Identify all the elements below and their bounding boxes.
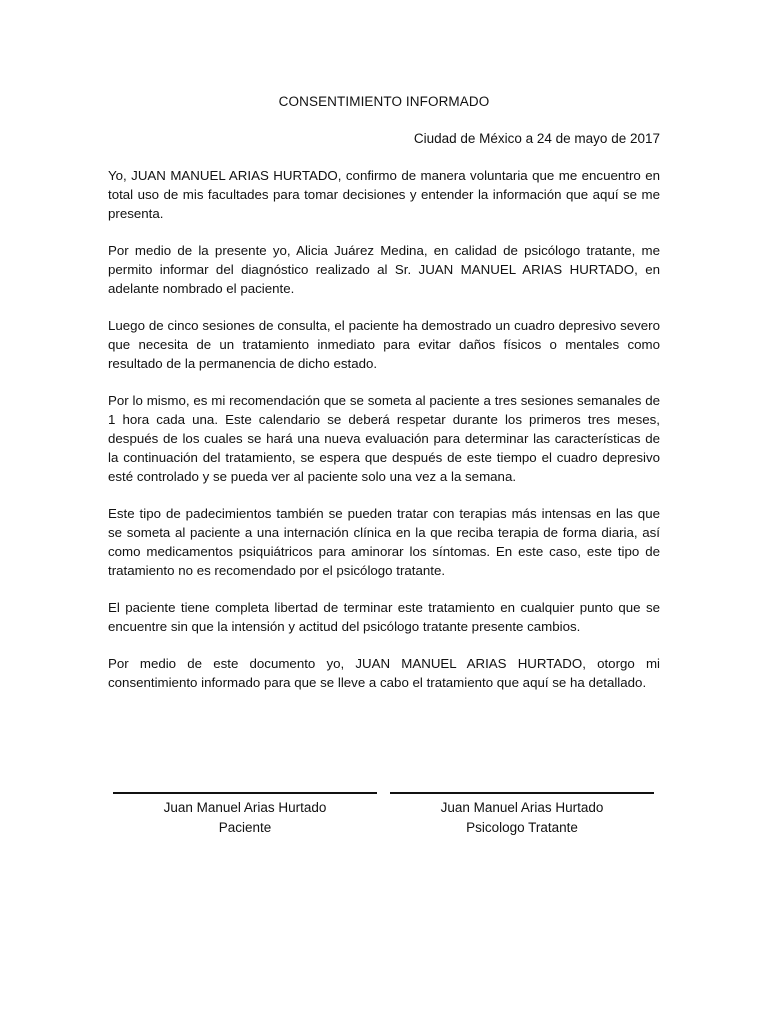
signature-line	[390, 792, 654, 794]
paragraph-1: Yo, JUAN MANUEL ARIAS HURTADO, confirmo de manera voluntaria que me encuentro en total uso de mis facultades para tomar decisiones y entender la información que aquí se me presenta.	[108, 168, 660, 221]
signature-name: Juan Manuel Arias Hurtado	[163, 800, 327, 815]
signature-line	[113, 792, 377, 794]
paragraph-6: El paciente tiene completa libertad de terminar este tratamiento en cualquier punto que se encuentre sin que la intensión y actitud del psicólogo tratante presente cambios.	[108, 600, 660, 634]
signature-name: Juan Manuel Arias Hurtado	[440, 800, 604, 815]
paragraph-7: Por medio de este documento yo, JUAN MANUEL ARIAS HURTADO, otorgo mi consentimiento informado para que se lleve a cabo el tratamiento que aquí se ha detallado.	[108, 656, 660, 690]
paragraph-4: Por lo mismo, es mi recomendación que se someta al paciente a tres sesiones semanales de 1 hora cada una. Este calendario se deberá respetar durante los primeros tres meses, después de los cuales se hará una nueva evaluación para determinar las características de la continuación del tratamiento, se espera que después de este tiempo el cuadro depresivo esté controlado y se pueda ver al paciente solo una vez a la semana.	[108, 393, 660, 484]
paragraph-3: Luego de cinco sesiones de consulta, el paciente ha demostrado un cuadro depresivo severo que necesita de un tratamiento inmediato para evitar daños físicos o mentales como resultado de la permanencia de dicho estado.	[108, 318, 660, 371]
signature-block-patient	[113, 792, 377, 838]
paragraph-2: Por medio de la presente yo, Alicia Juárez Medina, en calidad de psicólogo tratante, me permito informar del diagnóstico realizado al Sr. JUAN MANUEL ARIAS HURTADO, en adelante nombrado el paciente.	[108, 243, 660, 296]
signature-role: Psicologo Tratante	[466, 820, 578, 835]
document-title: CONSENTIMIENTO INFORMADO	[278, 94, 490, 109]
date-line: Ciudad de México a 24 de mayo de 2017	[413, 131, 660, 146]
document-body	[108, 166, 660, 710]
signature-role: Paciente	[218, 820, 272, 835]
paragraph-5: Este tipo de padecimientos también se pueden tratar con terapias más intensas en las que se someta al paciente a una internación clínica en la que reciba terapia de forma diaria, así como medicamentos psiquiátricos para aminorar los síntomas. En este caso, este tipo de tratamiento no es recomendado por el psicólogo tratante.	[108, 506, 660, 578]
signature-block-psychologist	[390, 792, 654, 838]
